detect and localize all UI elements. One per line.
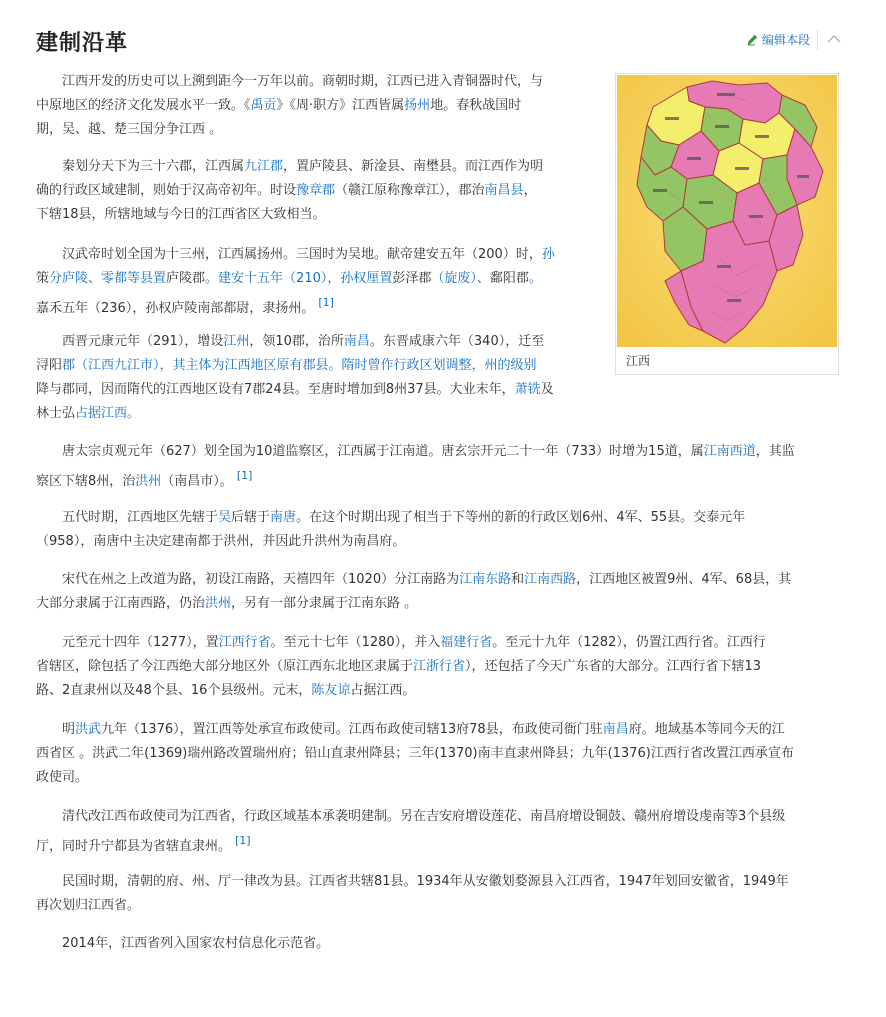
text-run: 大部分隶属于江南西路，仍治 — [36, 596, 206, 611]
text-run: 政使司。 — [36, 770, 89, 785]
inline-link[interactable]: 江南西路 — [524, 572, 577, 587]
paragraph-line — [36, 568, 842, 592]
paragraph-line — [36, 805, 842, 829]
text-run: 占据江西。 — [350, 683, 416, 698]
section-title: 建制沿革 — [36, 31, 129, 56]
text-run: 西晋元康元年（291），增设 — [62, 334, 224, 349]
paragraph-line — [36, 243, 592, 267]
edit-section-label: 编辑本段 — [761, 33, 810, 47]
text-run: 后辖于 — [231, 510, 271, 525]
paragraph — [36, 568, 842, 616]
text-run: 中原地区的经济文化发展水平一致。《 — [36, 98, 251, 113]
text-run: 清代改江西布政使司为江西省，行政区域基本承袭明建制。另在吉安府增设莲花、南昌府增设铜鼓、赣州府增设虔南等3个县级 — [62, 809, 786, 824]
paragraph — [36, 718, 842, 790]
paragraph-line — [36, 155, 592, 179]
paragraph — [36, 155, 592, 227]
paragraph-line — [36, 766, 842, 790]
text-run: 降与郡同，因而隋代的江西地区设有7郡24县。至唐时增加到8州37县。大业末年， — [36, 382, 515, 397]
paragraph — [36, 243, 592, 321]
text-run: 及 — [540, 382, 554, 397]
text-run: 宋代在州之上改道为路，初设江南路，天禧四年（1020）分江南路为 — [62, 572, 460, 587]
inline-link[interactable]: 豫章郡 — [296, 183, 336, 198]
text-run: 厅，同时升宁都县为省辖直隶州。 — [36, 839, 232, 854]
paragraph — [36, 506, 842, 554]
paragraph — [36, 932, 842, 956]
text-run: 。在这个时期出现了相当于下等州的新的行政区划6州、4军、55县。交泰元年 — [296, 510, 746, 525]
inline-link[interactable]: 福建行省 — [440, 635, 493, 650]
paragraph-line — [36, 894, 842, 918]
text-run: 彭泽郡 — [392, 271, 432, 286]
paragraph-line — [36, 870, 842, 894]
chevron-up-icon — [826, 31, 842, 47]
text-run: ，其监 — [755, 444, 795, 459]
text-run: 元至元十四年（1277），置 — [62, 635, 219, 650]
text-run: ，另有一部分隶属于江南东路 。 — [231, 596, 418, 611]
jiangxi-map-image[interactable] — [617, 75, 837, 347]
text-run: 汉武帝时划全国为十三州，江西属扬州。三国时为吴地。献帝建安五年（200）时， — [62, 247, 542, 262]
text-run: 路、2直隶州以及48个县、16个县级州。元末， — [36, 683, 312, 698]
text-run: 西省区 。洪武二年(1369)瑞州路改置瑞州府；铅山直隶州降县；三年(1370)南丰直隶州降县；九年(1376)江西行省改置江西承宣布 — [36, 746, 794, 761]
inline-link[interactable]: 南唐 — [270, 510, 297, 525]
map-caption: 江西 — [626, 354, 651, 368]
text-run: 下辖18县，所辖地域与今日的江西省区大致相当。 — [36, 207, 326, 222]
inline-link[interactable]: 洪武 — [75, 722, 102, 737]
collapse-section-button[interactable] — [826, 31, 842, 47]
text-run: 地。春秋战国时 — [430, 98, 522, 113]
paragraph-line — [36, 291, 592, 321]
text-run: 。至元十九年（1282），仍置江西行省。江西行 — [492, 635, 766, 650]
text-run: ，江西地区被置9州、4军、68县，其 — [576, 572, 792, 587]
paragraph — [36, 70, 592, 142]
text-run: 民国时期，清朝的府、州、厅一律改为县。江西省共辖81县。1934年从安徽划婺源县入江西省，1947年划回安徽省，1949年 — [62, 874, 789, 889]
text-run: （南昌市）。 — [161, 474, 233, 489]
inline-link[interactable]: 萧铣 — [514, 382, 541, 397]
text-run: 九年（1376），置江西等处承宣布政使司。江西布政使司辖13府78县，布政使司衙门驻 — [101, 722, 603, 737]
paragraph-line — [36, 718, 842, 742]
paragraph — [36, 805, 842, 859]
text-run: 明 — [62, 722, 76, 737]
paragraph-line — [36, 655, 842, 679]
paragraph — [36, 330, 592, 426]
text-run: 策 — [36, 271, 50, 286]
inline-link[interactable]: 洪州 — [135, 474, 162, 489]
paragraph — [36, 440, 842, 494]
reference-link[interactable]: [1] — [318, 296, 334, 309]
paragraph-line — [36, 742, 842, 766]
text-run: 2014年，江西省列入国家农村信息化示范省。 — [62, 936, 330, 951]
paragraph-line — [36, 267, 592, 291]
inline-link[interactable]: 郡（江西九江市），其主体为江西地区原有郡县。隋时曾作行政区划调整，州的级别 — [62, 358, 537, 373]
paragraph-line — [36, 631, 842, 655]
text-run: 察区下辖8州，治 — [36, 474, 136, 489]
inline-link[interactable]: 九江郡 — [244, 159, 284, 174]
text-run: 江西开发的历史可以上溯到距今一万年以前。商朝时期，江西已进入青铜器时代，与 — [62, 74, 544, 89]
text-run: 和 — [511, 572, 525, 587]
paragraph-line — [36, 94, 592, 118]
text-run: 浔阳 — [36, 358, 63, 373]
paragraph-line — [36, 354, 592, 378]
text-run: 庐陵郡 — [166, 271, 206, 286]
text-run: 确的行政区域建制，则始于汉高帝初年。时设 — [36, 183, 297, 198]
paragraph-line — [36, 203, 592, 227]
text-run: 嘉禾五年（236），孙权庐陵南部都尉，隶扬州。 — [36, 301, 315, 316]
paragraph-line — [36, 440, 842, 464]
paragraph-line — [36, 402, 592, 426]
reference-link[interactable]: [1] — [236, 469, 253, 482]
text-run: 五代时期，江西地区先辖于 — [62, 510, 219, 525]
paragraph-line — [36, 378, 592, 402]
text-run: ，置庐陵县、新淦县、南壄县。而江西作为明 — [283, 159, 544, 174]
paragraph-line — [36, 464, 842, 494]
inline-link[interactable]: 江州 — [223, 334, 250, 349]
text-run: 唐太宗贞观元年（627）划全国为10道监察区，江西属于江南道。唐玄宗开元二十一年（733）时增为15道，属 — [62, 444, 704, 459]
text-run: 》《周·职方》江西皆属 — [276, 98, 405, 113]
inline-link[interactable]: 占据江西。 — [75, 406, 141, 421]
inline-link[interactable]: 扬州 — [404, 98, 431, 113]
inline-link[interactable]: 。 — [528, 271, 542, 286]
text-run: 再次划归江西省。 — [36, 898, 141, 913]
paragraph-line — [36, 118, 592, 142]
inline-link[interactable]: 禹贡 — [250, 98, 277, 113]
paragraph-line — [36, 530, 842, 554]
text-run: 林士弘 — [36, 406, 76, 421]
inline-link[interactable]: 分庐陵、零都等县置 — [49, 271, 167, 286]
paragraph — [36, 631, 842, 703]
text-run: ， — [523, 183, 537, 198]
inline-link[interactable]: 陈友谅 — [311, 683, 351, 698]
paragraph-line — [36, 932, 842, 956]
text-run: 期，吴、越、楚三国分争江西 。 — [36, 122, 223, 137]
edit-section-button[interactable] — [746, 31, 810, 48]
text-run: ，领10郡，治所 — [249, 334, 344, 349]
map-figure — [615, 73, 839, 375]
header-divider — [817, 30, 818, 50]
inline-link[interactable]: 江南西道 — [703, 444, 756, 459]
paragraph-line — [36, 592, 842, 616]
paragraph-line — [36, 330, 592, 354]
text-run: 。至元十七年（1280），并入 — [270, 635, 441, 650]
section-header — [36, 26, 842, 62]
paragraph-line — [36, 679, 842, 703]
inline-link[interactable]: 。建安十五年（210），孙权厘置 — [205, 271, 393, 286]
paragraph-line — [36, 70, 592, 94]
text-run: ），还包括了今天广东省的大部分。江西行省下辖13 — [465, 659, 762, 674]
inline-link[interactable]: 江南东路 — [459, 572, 512, 587]
paragraph — [36, 870, 842, 918]
inline-link[interactable]: 南昌 — [343, 334, 370, 349]
text-run: （958），南唐中主决定建南都于洪州，并因此升洪州为南昌府。 — [36, 534, 406, 549]
paragraph-line — [36, 829, 842, 859]
text-run: 。东晋咸康六年（340），迁至 — [369, 334, 545, 349]
inline-link[interactable]: 南昌 — [602, 722, 629, 737]
inline-link[interactable]: 洪州 — [205, 596, 232, 611]
text-run: 秦划分天下为三十六郡，江西属 — [62, 159, 245, 174]
paragraph-line — [36, 506, 842, 530]
inline-link[interactable]: 江浙行省 — [413, 659, 466, 674]
inline-link[interactable]: 江西行省 — [218, 635, 271, 650]
inline-link[interactable]: 吴 — [218, 510, 232, 525]
paragraph-line — [36, 179, 592, 203]
text-run: 府。地域基本等同今天的江 — [628, 722, 785, 737]
inline-link[interactable]: （旋废）、 — [431, 271, 490, 286]
text-run: 鄱阳郡 — [489, 271, 529, 286]
text-run: 省辖区，除包括了今江西绝大部分地区外（原江西东北地区隶属于 — [36, 659, 414, 674]
inline-link[interactable]: 孙 — [541, 247, 555, 262]
text-run: （赣江原称豫章江），郡治 — [335, 183, 485, 198]
reference-link[interactable]: [1] — [235, 834, 251, 847]
pencil-icon — [746, 33, 759, 46]
inline-link[interactable]: 南昌县 — [484, 183, 524, 198]
